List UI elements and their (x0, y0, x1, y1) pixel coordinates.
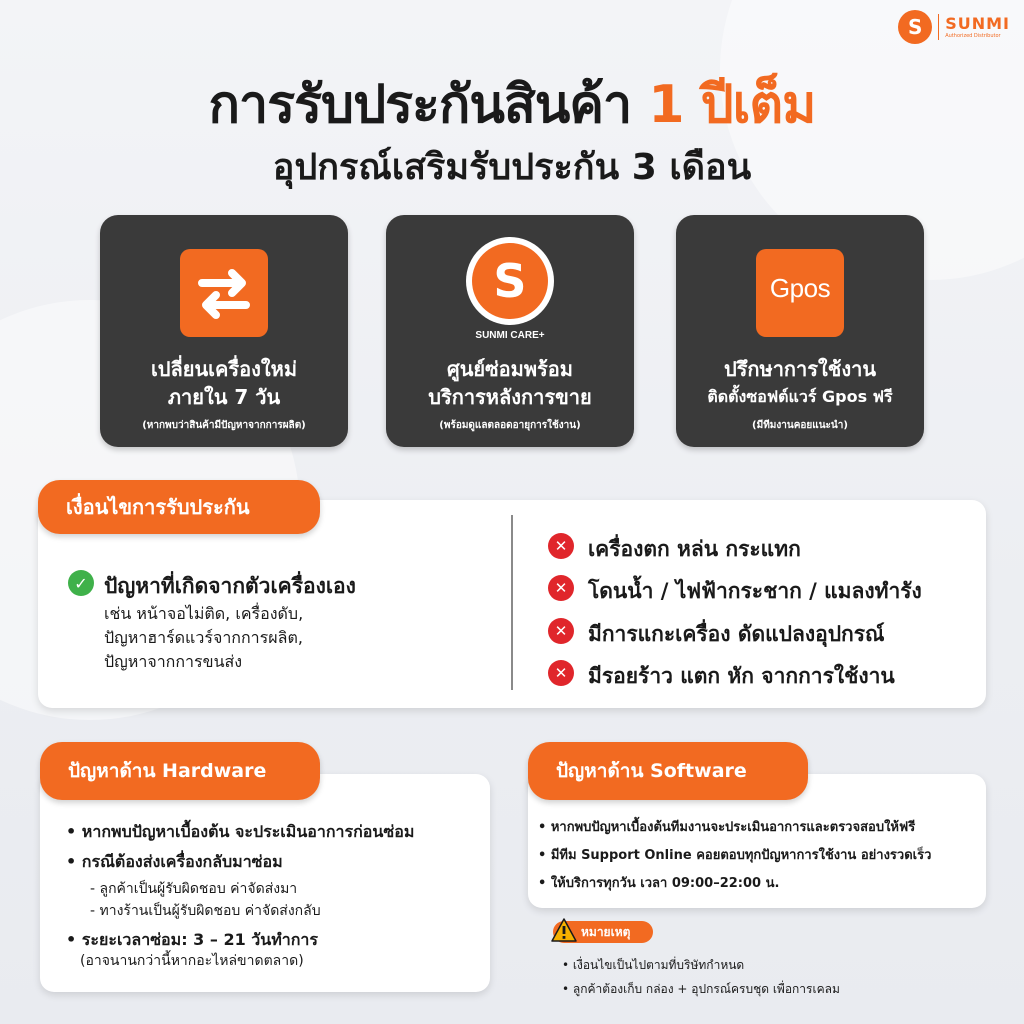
logo-text (945, 13, 1010, 39)
logo-word: SUNMI (945, 13, 1010, 33)
covered-line: ปัญหาจากการขนส่ง (104, 652, 243, 671)
hardware-item: • กรณีต้องส่งเครื่องกลับมาซ่อม (66, 852, 283, 871)
check-icon: ✓ (68, 570, 94, 596)
not-covered-item: เครื่องตก หล่น กระแทก (588, 537, 801, 561)
sunmi-care-icon (466, 237, 554, 325)
software-item: • มีทีม Support Online คอยตอบทุกปัญหาการใช้งาน อย่างรวดเร็ว (538, 848, 932, 863)
card-note: (หากพบว่าสินค้ามีปัญหาจากการผลิต) (142, 420, 306, 431)
page-subtitle: อุปกรณ์เสริมรับประกัน 3 เดือน (272, 147, 752, 188)
hardware-subitem: - ลูกค้าเป็นผู้รับผิดชอบ ค่าจัดส่งมา (90, 881, 298, 897)
remark-item: • ลูกค้าต้องเก็บ กล่อง + อุปกรณ์ครบชุด เพื่อการเคลม (562, 982, 840, 996)
covered-line: เช่น หน้าจอไม่ติด, เครื่องดับ, (104, 604, 304, 623)
divider-line (511, 515, 513, 690)
not-covered-item: โดนน้ำ / ไฟฟ้ากระชาก / แมลงทำรัง (588, 579, 922, 603)
warning-icon (550, 917, 578, 947)
logo-divider (938, 14, 939, 40)
card-subtitle: บริการหลังการขาย (428, 385, 592, 409)
sunmi-logo-icon: S (898, 10, 932, 44)
card-title: เปลี่ยนเครื่องใหม่ (150, 357, 298, 381)
care-label: SUNMI CARE+ (475, 330, 545, 341)
logo-tagline: Authorized Distributor (945, 32, 1001, 39)
hardware-tab: ปัญหาด้าน Hardware (40, 742, 320, 800)
card-subtitle: ภายใน 7 วัน (167, 385, 281, 409)
remark-item: • เงื่อนไขเป็นไปตามที่บริษัทกำหนด (562, 958, 745, 972)
brand-logo (898, 10, 1010, 44)
hardware-subitem: - ทางร้านเป็นผู้รับผิดชอบ ค่าจัดส่งกลับ (90, 903, 321, 919)
swap-arrows-icon (180, 249, 268, 337)
hardware-item: • หากพบปัญหาเบื้องต้น จะประเมินอาการก่อนซ่อม (66, 822, 415, 841)
cross-icon: ✕ (548, 660, 574, 686)
card-subtitle: ติดตั้งซอฟต์แวร์ Gpos ฟรี (707, 387, 893, 406)
card-note: (พร้อมดูแลตลอดอายุการใช้งาน) (439, 420, 581, 431)
care-letter: S (472, 243, 548, 319)
covered-line: ปัญหาฮาร์ดแวร์จากการผลิต, (104, 628, 303, 647)
hardware-note: (อาจนานกว่านี้หากอะไหล่ขาดตลาด) (80, 953, 304, 969)
feature-card-gpos (676, 215, 924, 447)
software-item: • หากพบปัญหาเบื้องต้นทีมงานจะประเมินอาการและตรวจสอบให้ฟรี (538, 820, 916, 835)
conditions-tab: เงื่อนไขการรับประกัน (38, 480, 320, 534)
title-accent: 1 ปีเต็ม (648, 75, 816, 135)
feature-card-replace (100, 215, 348, 447)
gpos-label: Gpos (769, 273, 831, 303)
not-covered-item: มีการแกะเครื่อง ดัดแปลงอุปกรณ์ (588, 622, 885, 646)
card-title: ศูนย์ซ่อมพร้อม (447, 357, 573, 381)
cross-icon: ✕ (548, 618, 574, 644)
cross-icon: ✕ (548, 533, 574, 559)
cross-icon: ✕ (548, 575, 574, 601)
software-item: • ให้บริการทุกวัน เวลา 09:00–22:00 น. (538, 876, 780, 891)
card-note: (มีทีมงานคอยแนะนำ) (752, 420, 848, 431)
card-title: ปรึกษาการใช้งาน (723, 357, 877, 381)
feature-card-service (386, 215, 634, 447)
title-main: การรับประกันสินค้า (208, 75, 649, 135)
page-title (0, 62, 1024, 145)
gpos-icon (756, 249, 844, 337)
remark-tag: หมายเหตุ (553, 921, 653, 943)
hardware-item: • ระยะเวลาซ่อม: 3 – 21 วันทำการ (66, 930, 319, 949)
not-covered-item: มีรอยร้าว แตก หัก จากการใช้งาน (588, 664, 895, 688)
software-tab: ปัญหาด้าน Software (528, 742, 808, 800)
covered-title: ปัญหาที่เกิดจากตัวเครื่องเอง (104, 574, 356, 598)
